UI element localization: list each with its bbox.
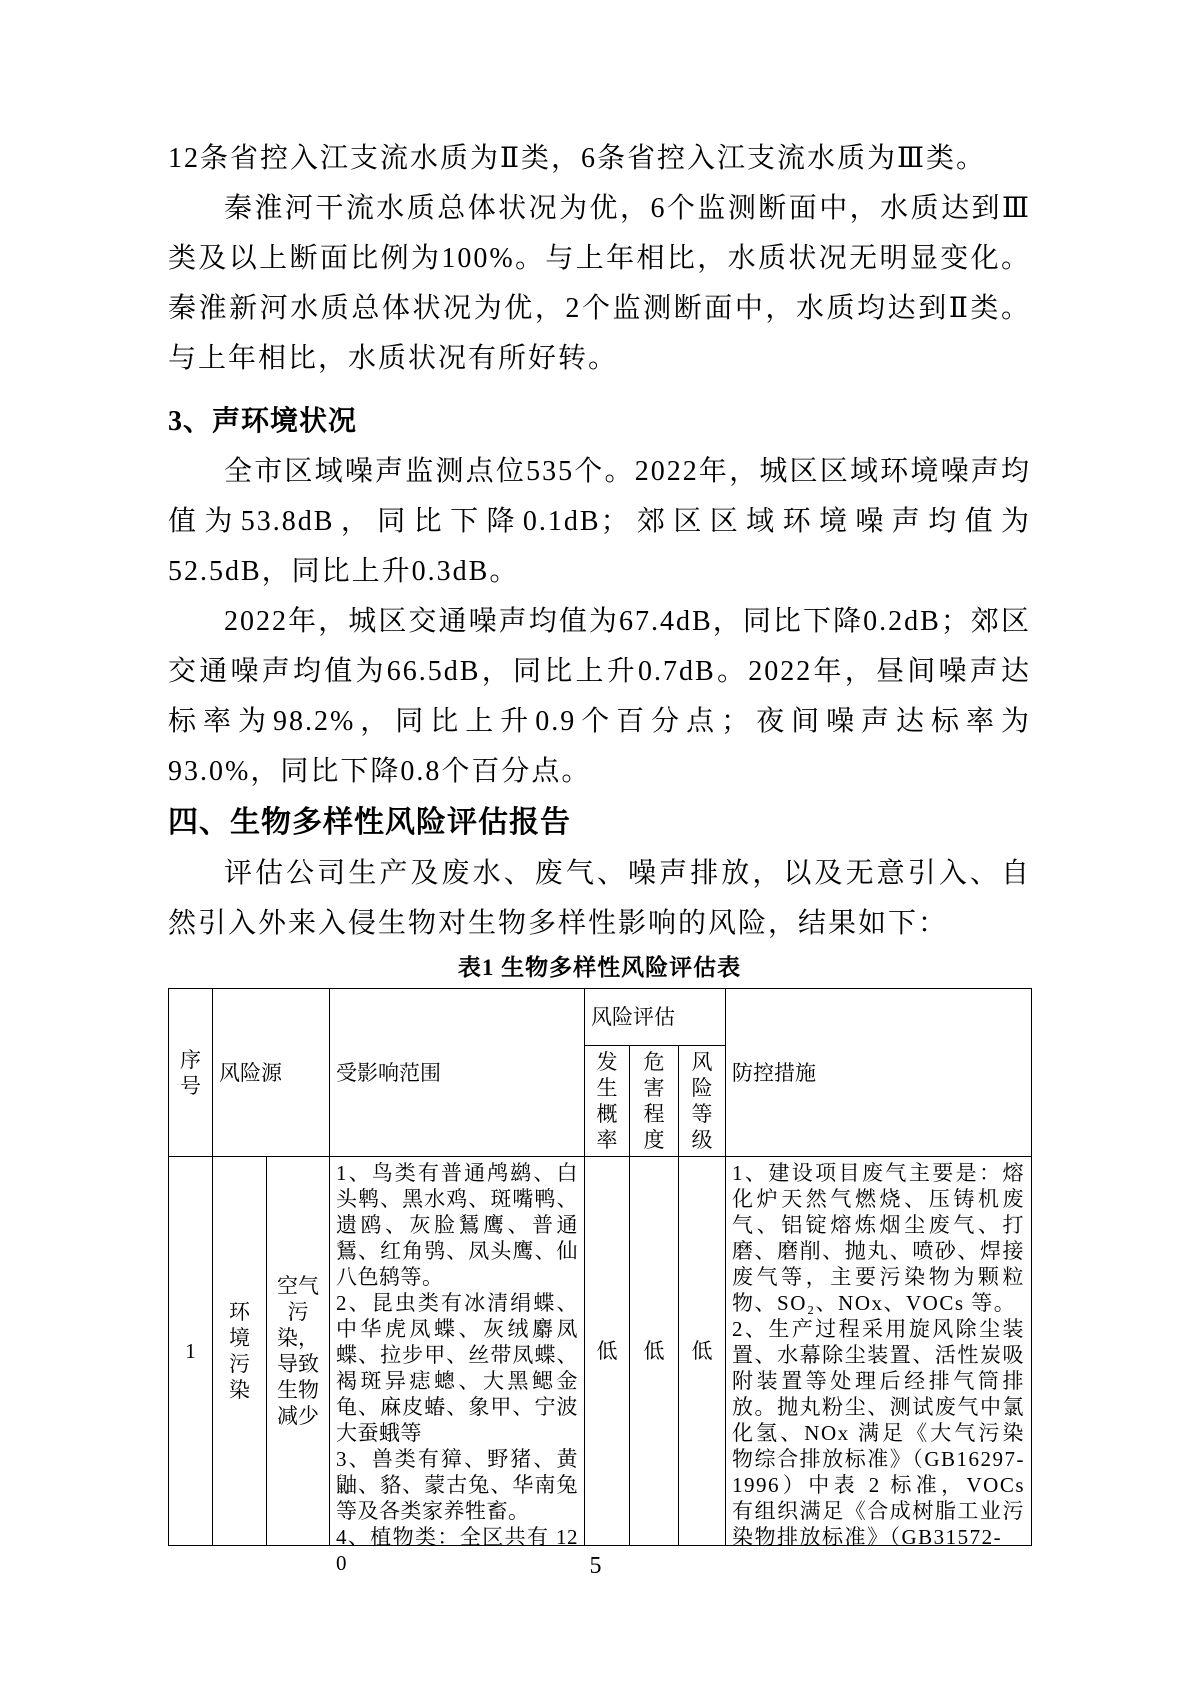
column-header-prevention-measures: 防控措施 — [726, 989, 1032, 1157]
cell-row-number: 1 — [169, 1157, 213, 1546]
paragraph-water-quality-tail: 12条省控入江支流水质为Ⅱ类，6条省控入江支流水质为Ⅲ类。 — [168, 143, 987, 174]
column-header-affected-scope: 受影响范围 — [330, 989, 585, 1157]
cell-harm-degree: 低 — [630, 1157, 679, 1546]
affected-scope-text: 1、鸟类有普通鸬鹚、白头鹎、黑水鸡、斑嘴鸭、遗鸥、灰脸鵟鹰、普通鵟、红角鸮、凤头鹰、仙八色鸫等。 2、昆虫类有冰清绢蝶、中华虎凤蝶、灰绒麝凤蝶、拉步甲、丝带凤蝶、褐斑异痣蟌、大黑鳃金龟、麻皮蝽、象甲、宁波大蚕蛾等 3、兽类有獐、野猪、黄鼬、貉、蒙古兔、华南兔等及各类家养牲畜。 4、植物类：全区共有 120 — [336, 1161, 578, 1575]
cell-occurrence-probability: 低 — [585, 1157, 630, 1546]
column-header-occurrence-probability: 发生概率 — [585, 1046, 630, 1157]
heading-noise-environment: 3、声环境状况 — [168, 406, 358, 437]
paragraph-qinhuai-river: 秦淮河干流水质总体状况为优，6个监测断面中，水质达到Ⅲ类及以上断面比例为100%。与上年相比，水质状况无明显变化。秦淮新河水质总体状况为优，2个监测断面中，水质均达到Ⅱ类。与上年相比，水质状况有所好转。 — [168, 193, 1031, 374]
column-header-harm-degree: 危害程度 — [630, 1046, 679, 1157]
table-header-row-1 — [169, 989, 1032, 1046]
cell-risk-source-category: 环境污染 — [213, 1157, 267, 1546]
cell-affected-scope — [330, 1157, 585, 1575]
heading-biodiversity-report: 四、生物多样性风险评估报告 — [168, 806, 571, 839]
cell-risk-source-detail: 空气污染，导致生物减少 — [267, 1157, 330, 1546]
page-number: 5 — [589, 1553, 602, 1579]
table-row — [169, 1157, 1032, 1546]
paragraph-traffic-noise: 2022年，城区交通噪声均值为67.4dB，同比下降0.2dB；郊区交通噪声均值为66.5dB，同比上升0.7dB。2022年，昼间噪声达标率为98.2%，同比上升0.9个百分点；夜间噪声达标率为93.0%，同比下降0.8个百分点。 — [168, 606, 1031, 787]
cell-risk-level: 低 — [679, 1157, 726, 1546]
table-title: 表1 生物多样性风险评估表 — [457, 955, 742, 980]
prevention-measures-text: 1、建设项目废气主要是：熔化炉天然气燃烧、压铸机废气、铝锭熔炼烟尘废气、打磨、磨削、抛丸、喷砂、焊接废气等，主要污染物为颗粒物、SO₂、NOx、VOCs 等。 2、生产过程采用旋风除尘装置、水幕除尘装置、活性炭吸附装置等处理后经排气筒排放。抛丸粉尘、测试废气中氯化氢、NOx 满足《大气污染物综合排放标准》（GB16297-1996）中表 2 标准，VOCs 有组织满足《合成树脂工业污染物排放标准》（GB31572- — [732, 1161, 1026, 1549]
cell-prevention-measures — [726, 1157, 1032, 1549]
column-header-risk-assessment: 风险评估 — [585, 989, 726, 1046]
document-body — [168, 134, 1031, 1575]
column-header-risk-level: 风险等级 — [679, 1046, 726, 1157]
column-header-risk-source: 风险源 — [213, 989, 330, 1157]
paragraph-regional-noise: 全市区域噪声监测点位535个。2022年，城区区域环境噪声均值为53.8dB，同比下降0.1dB；郊区区域环境噪声均值为52.5dB，同比上升0.3dB。 — [168, 456, 1031, 587]
paragraph-biodiversity-intro: 评估公司生产及废水、废气、噪声排放，以及无意引入、自然引入外来入侵生物对生物多样性影响的风险，结果如下： — [168, 858, 1031, 939]
biodiversity-risk-table — [168, 988, 1032, 1575]
column-header-no: 序号 — [169, 989, 213, 1157]
